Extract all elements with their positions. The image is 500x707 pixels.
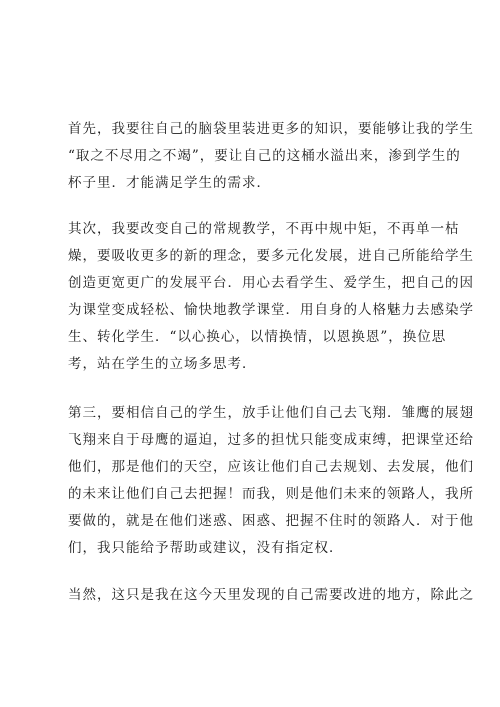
- text-line: “取之不尽用之不竭”，要让自己的这桶水溢出来，渗到学生的: [68, 148, 461, 164]
- text-line: 第三，要相信自己的学生，放手让他们自己去飞翔．雏鹰的展翅: [68, 405, 474, 421]
- text-line: 创造更宽更广的发展平台．用心去看学生、爱学生，把自己的因: [68, 275, 474, 291]
- text-line: 他们，那是他们的天空，应该让他们自己去规划、去发展，他们: [68, 459, 474, 475]
- text-line: 要做的，就是在他们迷惑、困惑、把握不住时的领路人．对于他: [68, 513, 474, 529]
- text-line: 考，站在学生的立场多思考．: [68, 356, 257, 372]
- text-line: 杯子里．才能满足学生的需求．: [68, 175, 271, 191]
- paragraph-second: [68, 216, 474, 378]
- paragraph-third: [68, 400, 474, 562]
- text-line: 的未来让他们自己去把握！而我，则是他们未来的领路人，我所: [68, 486, 474, 502]
- text-line: 燥，要吸收更多的新的理念，要多元化发展，进自己所能给学生: [68, 248, 474, 264]
- paragraph-first: [68, 116, 474, 197]
- text-line: 为课堂变成轻松、愉快地教学课堂．用自身的人格魅力去感染学: [68, 302, 474, 318]
- text-line: 当然，这只是我在这今天里发现的自己需要改进的地方，除此之: [68, 587, 474, 603]
- text-line: 飞翔来自于母鹰的逼迫，过多的担忧只能变成束缚，把课堂还给: [68, 432, 474, 448]
- text-line: 首先，我要往自己的脑袋里装进更多的知识，要能够让我的学生: [68, 121, 474, 137]
- text-line: 们，我只能给予帮助或建议，没有指定权．: [68, 540, 344, 556]
- text-line: 其次，我要改变自己的常规教学，不再中规中矩，不再单一枯: [68, 221, 460, 237]
- paragraph-fourth: [68, 582, 474, 609]
- text-line: 生、转化学生．“以心换心，以情换情，以恩换恩”，换位思: [68, 329, 447, 345]
